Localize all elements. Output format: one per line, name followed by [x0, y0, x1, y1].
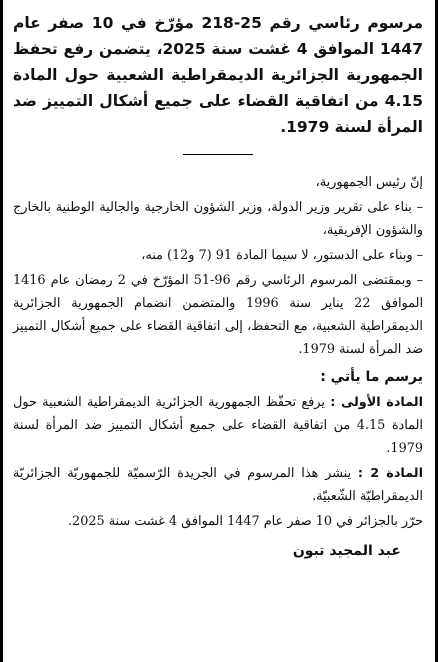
article-1-label: المادة الأولى :	[330, 395, 423, 410]
preamble-intro: إنّ رئيس الجمهورية،	[315, 175, 423, 190]
article-1	[13, 391, 423, 460]
preamble-item: – بناء على تقرير وزير الدولة، وزير الشؤون الخارجية والجالية الوطنية بالخارج والشؤون الإفريقية،	[13, 200, 423, 238]
decree-title: مرسوم رئاسي رقم 25-218 مؤرّخ في 10 صفر عام 1447 الموافق 4 غشت سنة 2025، يتضمن رفع تحفظ الجمهورية الجزائرية الديمقراطية الشعبية حول المادة 4.15 من اتفاقية القضاء على جميع أشكال التمييز ضد المرأة لسنة 1979.	[13, 14, 423, 136]
title-divider	[183, 154, 253, 155]
article-2-text: ينشر هذا المرسوم في الجريدة الرّسميّة للجمهوريّة الجزائريّة الديمقراطيّة الشّعبيّة.	[13, 466, 423, 504]
article-2-label: المادة 2 :	[357, 466, 423, 481]
article-2	[13, 462, 423, 508]
closing-line: حرّر بالجزائر في 10 صفر عام 1447 الموافق 4 غشت سنة 2025.	[67, 514, 423, 529]
preamble-item: – وبمقتضى المرسوم الرئاسي رقم 96-51 المؤرّخ في 2 رمضان عام 1416 الموافق 22 يناير سنة 1996 والمتضمن انضمام الجمهورية الجزائرية الديمقراطية الشعبية، مع التحفظ، إلى اتفاقية القضاء على جميع أشكال التمييز ضد المرأة لسنة 1979.	[13, 273, 424, 357]
decree-heading: يرسم ما يأتي :	[320, 369, 423, 385]
preamble-item: – وبناء على الدستور، لا سيما المادة 91 (7 و12) منه،	[141, 248, 423, 263]
signature: عبد المجيد تبون	[292, 543, 401, 559]
article-1-text: يرفع تحفّظ الجمهورية الجزائرية الديمقراطية الشعبية حول المادة 4.15 من اتفاقية القضاء على جميع أشكال التمييز ضد المرأة لسنة 1979.	[13, 395, 423, 456]
